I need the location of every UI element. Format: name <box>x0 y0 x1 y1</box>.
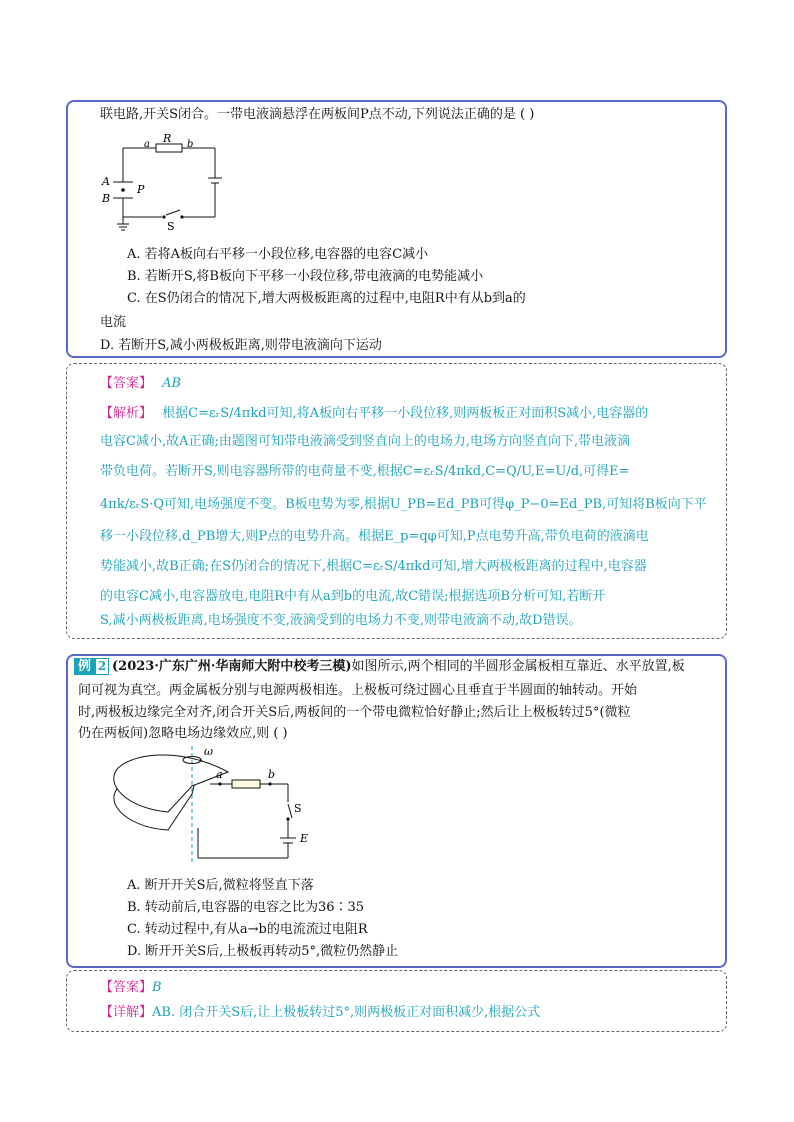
semicircle-capacitor-figure <box>108 742 340 870</box>
analysis-line-3: 带负电荷。若断开S,则电容器所带的电荷量不变,根据C=εᵣS/4πkd,C=Q/U,E=U/d,可得E= <box>100 464 630 479</box>
question-2-stem-2: 间可视为真空。两金属板分别与电源两极相连。上极板可绕过圆心且垂直于半圆面的轴转动。开始 <box>78 683 638 698</box>
detail-row <box>100 1004 540 1022</box>
example-number: 2 <box>95 658 109 675</box>
question-2-stem-4: 仍在两板间)忽略电场边缘效应,则 ( ) <box>78 726 288 741</box>
option-D: D. 若断开S,减小两极板距离,则带电液滴向下运动 <box>100 338 382 353</box>
option-C-continued: 电流 <box>100 315 127 330</box>
label-B: B <box>102 192 111 205</box>
analysis-tag: 【解析】 <box>100 406 153 421</box>
analysis-line-6: 势能减小,故B正确;在S仍闭合的情况下,根据C=εᵣS/4πkd可知,增大两极板距离的过程中,电容器 <box>100 559 647 574</box>
label-A: A <box>102 175 110 188</box>
analysis-line-7: 的电容C减小,电容器放电,电阻R中有从a到b的电流,故C错误;根据选项B分析可知,若断开 <box>100 589 606 604</box>
question-2-stem-3: 时,两极板边缘完全对齐,闭合开关S后,两板间的一个带电微粒恰好静止;然后让上极板转过5°(微粒 <box>78 705 631 720</box>
label-a: a <box>216 768 223 781</box>
question-2-source: (2023·广东广州·华南师大附中校考三模) <box>112 659 352 674</box>
question-2-option-A: A. 断开开关S后,微粒将竖直下落 <box>127 878 314 893</box>
analysis-row-1 <box>100 405 648 423</box>
detail-text: AB. 闭合开关S后,让上极板转过5°,则两极板正对面积减少,根据公式 <box>152 1005 541 1020</box>
answer-2-tag: 【答案】 <box>100 980 153 995</box>
label-b: b <box>268 768 276 781</box>
label-S: S <box>294 802 302 815</box>
question-2-option-D: D. 断开开关S后,上极板再转动5°,微粒仍然静止 <box>127 944 399 959</box>
analysis-line-4: 4πk/εᵣS·Q可知,电场强度不变。B板电势为零,根据U_PB=Ed_PB可得φ_P−0=Ed_PB,可知将B板向下平 <box>100 497 707 512</box>
analysis-line-5: 移一小段位移,d_PB增大,则P点的电势升高。根据E_p=qφ可知,P点电势升高,带负电荷的液滴电 <box>100 529 649 544</box>
circuit-diagram-1 <box>96 130 236 234</box>
question-2-option-B: B. 转动前后,电容器的电容之比为36∶35 <box>127 900 365 915</box>
label-S: S <box>167 220 175 233</box>
answer-2-value: B <box>152 980 162 995</box>
answer-2-row <box>100 979 162 997</box>
question-1-stem: 联电路,开关S闭合。一带电液滴悬浮在两板间P点不动,下列说法正确的是 ( ) <box>100 107 535 122</box>
label-b: b <box>187 139 194 150</box>
analysis-line-1: 根据C=εᵣS/4πkd可知,将A板向右平移一小段位移,则两板板正对面积S减小,电容器的 <box>162 406 649 421</box>
label-a: a <box>144 139 150 150</box>
option-C: C. 在S仍闭合的情况下,增大两极板距离的过程中,电阻R中有从b到a的 <box>127 291 526 306</box>
question-2-line-1 <box>112 658 685 676</box>
option-B: B. 若断开S,将B板向下平移一小段位移,带电液滴的电势能减小 <box>127 269 484 284</box>
question-2-option-C: C. 转动过程中,有从a→b的电流流过电阻R <box>127 922 368 937</box>
label-omega: ω <box>204 745 213 758</box>
question-2-stem-1: 如图所示,两个相同的半圆形金属板相互靠近、水平放置,板 <box>351 659 685 674</box>
answer-1-row <box>100 375 181 393</box>
analysis-line-2: 电容C减小,故A正确;由题图可知带电液滴受到竖直向上的电场力,电场方向竖直向下,带电液滴 <box>100 434 631 449</box>
example-tag: 例 <box>74 658 95 675</box>
label-E: E <box>300 832 309 845</box>
label-R: R <box>163 132 172 145</box>
label-P: P <box>137 183 145 196</box>
answer-value: AB <box>162 376 182 391</box>
answer-tag: 【答案】 <box>100 376 153 391</box>
analysis-line-8: S,减小两极板距离,电场强度不变,液滴受到的电场力不变,则带电液滴不动,故D错误。 <box>100 613 582 628</box>
detail-tag: 【详解】 <box>100 1005 153 1020</box>
option-A: A. 若将A板向右平移一小段位移,电容器的电容C减小 <box>127 247 429 262</box>
answer-2-box <box>66 970 727 1032</box>
